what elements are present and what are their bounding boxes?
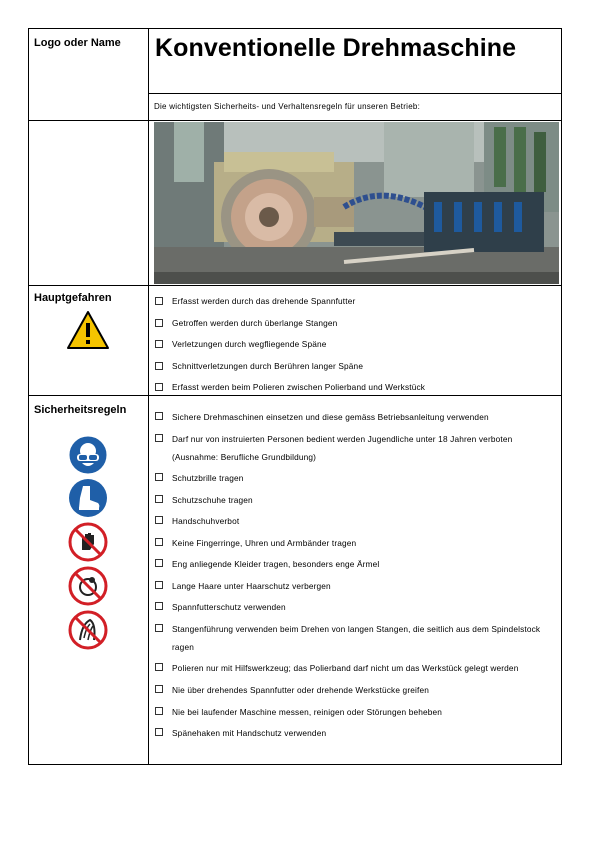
checkbox-icon[interactable] <box>155 495 163 503</box>
checkbox-icon[interactable] <box>155 516 163 524</box>
page-title: Konventionelle Drehmaschine <box>155 34 517 62</box>
list-item: Eng anliegende Kleider tragen, besonders enge Ärmel <box>154 555 549 573</box>
list-item: Polieren nur mit Hilfswerkzeug; das Polierband darf nicht um das Werkstück gelegt werden <box>154 659 549 677</box>
list-item: Nie bei laufender Maschine messen, reinigen oder Störungen beheben <box>154 703 549 721</box>
goggles-mandatory-icon <box>68 435 108 480</box>
checkbox-icon[interactable] <box>155 685 163 693</box>
checkbox-icon[interactable] <box>155 473 163 481</box>
list-item: Handschuhverbot <box>154 512 549 530</box>
checkbox-icon[interactable] <box>155 559 163 567</box>
checkbox-icon[interactable] <box>155 663 163 671</box>
row-divider-title <box>148 93 562 94</box>
checkbox-icon[interactable] <box>155 412 163 420</box>
list-item: Spannfutterschutz verwenden <box>154 598 549 616</box>
list-item: Lange Haare unter Haarschutz verbergen <box>154 577 549 595</box>
list-item: Darf nur von instruierten Personen bedient werden Jugendliche unter 18 Jahren verboten (Ausnahme: Berufliche Grundbildung) <box>154 430 549 466</box>
list-item: Erfasst werden durch das drehende Spannfutter <box>154 296 425 318</box>
list-item: Getroffen werden durch überlange Stangen <box>154 318 425 340</box>
checkbox-icon[interactable] <box>155 383 163 391</box>
checkbox-icon[interactable] <box>155 362 163 370</box>
checkbox-icon[interactable] <box>155 434 163 442</box>
table-border-top <box>28 28 562 29</box>
list-item: Erfasst werden beim Polieren zwischen Polierband und Werkstück <box>154 382 425 404</box>
list-item: Stangenführung verwenden beim Drehen von langen Stangen, die seitlich aus dem Spindelstock ragen <box>154 620 549 656</box>
list-item: Schnittverletzungen durch Berühren langer Späne <box>154 361 425 383</box>
checkbox-icon[interactable] <box>155 728 163 736</box>
page-subtitle: Die wichtigsten Sicherheits- und Verhaltensregeln für unseren Betrieb: <box>154 102 421 111</box>
checkbox-icon[interactable] <box>155 707 163 715</box>
checkbox-icon[interactable] <box>155 581 163 589</box>
table-border-bottom <box>28 764 562 765</box>
no-loose-hair-icon <box>68 610 108 655</box>
hauptgefahren-label: Hauptgefahren <box>34 292 112 304</box>
list-item: Sichere Drehmaschinen einsetzen und diese gemäss Betriebsanleitung verwenden <box>154 408 549 426</box>
row-divider-photo <box>28 285 562 286</box>
list-item: Verletzungen durch wegfliegende Späne <box>154 339 425 361</box>
checkbox-icon[interactable] <box>155 602 163 610</box>
table-border-left <box>28 28 29 765</box>
table-border-right <box>561 28 562 765</box>
sicherheitsregeln-label: Sicherheitsregeln <box>34 404 127 416</box>
warning-triangle-icon <box>66 310 110 355</box>
hauptgefahren-list <box>154 296 425 404</box>
row-divider-header <box>28 120 562 121</box>
list-item: Nie über drehendes Spannfutter oder drehende Werkstücke greifen <box>154 681 549 699</box>
lathe-photo <box>154 122 559 284</box>
column-divider <box>148 28 149 765</box>
list-item: Spänehaken mit Handschutz verwenden <box>154 724 549 742</box>
sicherheitsregeln-list <box>154 408 549 746</box>
checkbox-icon[interactable] <box>155 297 163 305</box>
safety-sheet-table <box>28 28 562 765</box>
logo-placeholder-label: Logo oder Name <box>34 37 121 49</box>
list-item: Schutzbrille tragen <box>154 469 549 487</box>
no-jewelry-icon <box>68 566 108 611</box>
list-item: Keine Fingerringe, Uhren und Armbänder tragen <box>154 534 549 552</box>
checkbox-icon[interactable] <box>155 624 163 632</box>
list-item: Schutzschuhe tragen <box>154 491 549 509</box>
checkbox-icon[interactable] <box>155 340 163 348</box>
safety-shoes-mandatory-icon <box>68 478 108 523</box>
checkbox-icon[interactable] <box>155 319 163 327</box>
checkbox-icon[interactable] <box>155 538 163 546</box>
no-gloves-icon <box>68 522 108 567</box>
